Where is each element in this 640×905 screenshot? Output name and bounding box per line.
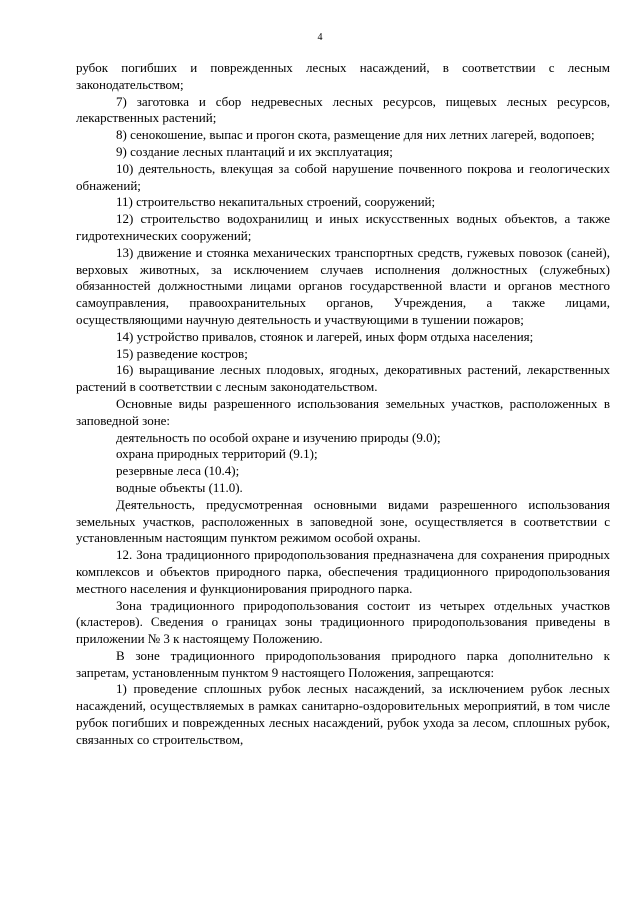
paragraph: 15) разведение костров; bbox=[116, 345, 248, 361]
paragraph: рубок погибших и поврежденных лесных насаждений, в соответствии с лесным законодательством; bbox=[76, 60, 610, 92]
paragraph: 13) движение и стоянка механических транспортных средств, гужевых повозок (саней), верховых животных, за исключением случаев исполнения должностных (служебных) обязанностей должностными лицами органов государственной власти и органов местного самоуправления, правоохранительных органов, Учреждения, а также лицами, осуществляющими научную деятельность и участвующими в тушении пожаров; bbox=[76, 244, 610, 327]
paragraph: резервные леса (10.4); bbox=[116, 463, 240, 479]
paragraph: В зоне традиционного природопользования природного парка дополнительно к запретам, установленным пунктом 9 настоящего Положения, запрещаются: bbox=[76, 647, 610, 680]
paragraph: 14) устройство привалов, стоянок и лагерей, иных форм отдыха населения; bbox=[116, 328, 534, 344]
paragraph: Деятельность, предусмотренная основными видами разрешенного использования земельных участков, расположенных в заповедной зоне, осуществляется в соответствии с установленным настоящим пунктом режимом особой охраны. bbox=[76, 496, 610, 546]
paragraph: 9) создание лесных плантаций и их эксплуатация; bbox=[116, 143, 393, 159]
paragraph: 16) выращивание лесных плодовых, ягодных, декоративных растений, лекарственных растений в соответствии с лесным законодательством. bbox=[76, 362, 610, 395]
paragraph: 1) проведение сплошных рубок лесных насаждений, за исключением рубок лесных насаждений, осуществляемых в рамках санитарно-оздоровительных мероприятий, в том числе рубок погибших и поврежденных лесных насаждений, рубок ухода за лесом, сплошных рубок, связанных со строительством, bbox=[76, 681, 610, 747]
paragraph: 12) строительство водохранилищ и иных искусственных водных объектов, а также гидротехнических сооружений; bbox=[76, 211, 610, 243]
paragraph: Зона традиционного природопользования состоит из четырех отдельных участков (кластеров). Сведения о границах зоны традиционного природопользования приведены в приложении № 3 к настоящему Положению. bbox=[76, 597, 610, 647]
paragraph: деятельность по особой охране и изучению природы (9.0); bbox=[116, 429, 441, 445]
paragraph: 10) деятельность, влекущая за собой нарушение почвенного покрова и геологических обнажений; bbox=[76, 160, 610, 193]
paragraph: водные объекты (11.0). bbox=[116, 479, 243, 495]
paragraph: 8) сенокошение, выпас и прогон скота, размещение для них летних лагерей, водопоев; bbox=[116, 127, 595, 143]
page-number: 4 bbox=[317, 32, 323, 43]
paragraph: 12. Зона традиционного природопользования предназначена для сохранения природных комплексов и объектов природного парка, обеспечения традиционного природопользования местного населения и функционирования природного парка. bbox=[76, 547, 610, 596]
paragraph: охрана природных территорий (9.1); bbox=[116, 446, 318, 462]
paragraph: 7) заготовка и сбор недревесных лесных ресурсов, пищевых лесных ресурсов, лекарственных растений; bbox=[76, 93, 610, 126]
paragraph: Основные виды разрешенного использования земельных участков, расположенных в заповедной зоне: bbox=[76, 395, 610, 428]
document-body bbox=[76, 60, 610, 749]
paragraph: 11) строительство некапитальных строений, сооружений; bbox=[116, 194, 436, 210]
